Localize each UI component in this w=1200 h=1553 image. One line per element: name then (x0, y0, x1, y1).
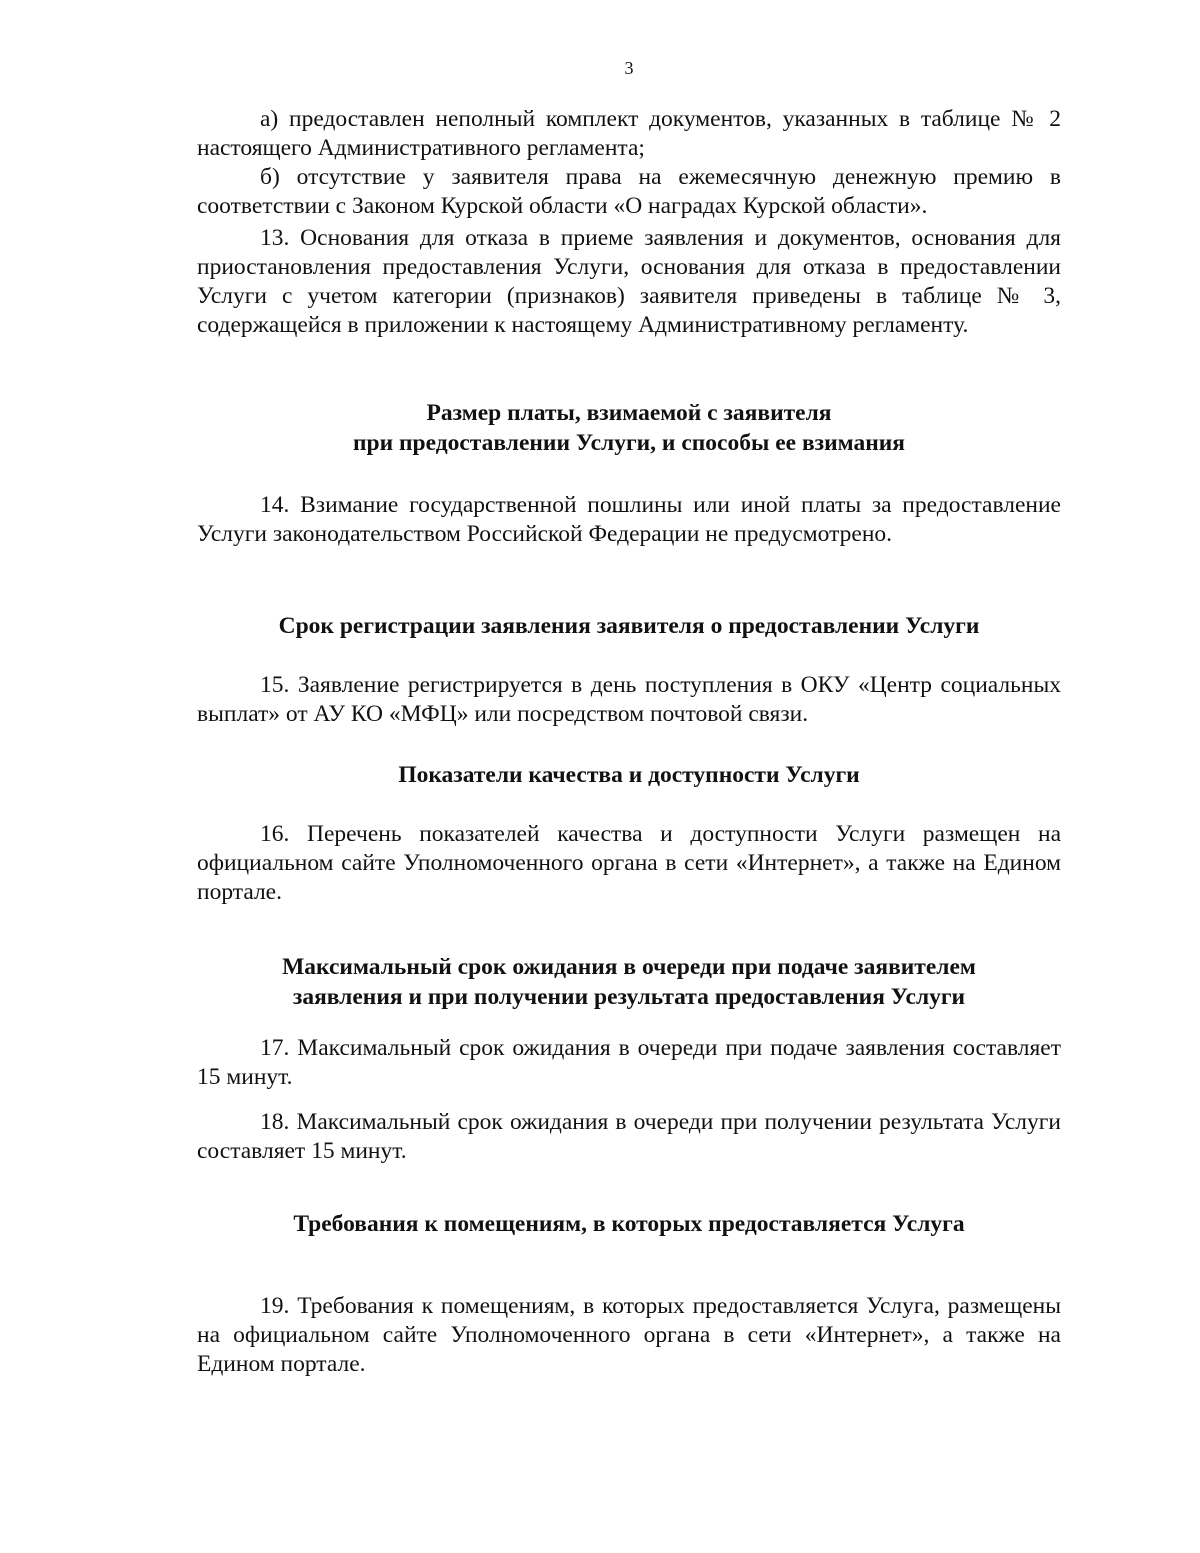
paragraph-14: 14. Взимание государственной пошлины или иной платы за предоставление Услуги законодательством Российской Федерации не предусмотрено. (197, 492, 1061, 547)
heading-fee-line-2: при предоставлении Услуги, и способы ее взимания (352, 430, 906, 456)
paragraph-18: 18. Максимальный срок ожидания в очереди при получении результата Услуги составляет 15 минут. (197, 1109, 1061, 1164)
heading-queue-line-2: заявления и при получении результата предоставления Услуги (292, 984, 966, 1010)
paragraph-13: 13. Основания для отказа в приеме заявления и документов, основания для приостановления предоставления Услуги, основания для отказа в предоставлении Услуги с учетом категории (признаков) заявителя приведены в таблице № 3, содержащейся в приложении к настоящему Административному регламенту. (197, 225, 1061, 338)
paragraph-19: 19. Требования к помещениям, в которых предоставляется Услуга, размещены на официальном сайте Уполномоченного органа в сети «Интернет», а также на Едином портале. (197, 1293, 1061, 1377)
heading-queue-line-1: Максимальный срок ожидания в очереди при подаче заявителем (282, 954, 976, 980)
heading-fee (197, 398, 1061, 458)
page-number: 3 (624, 58, 634, 78)
paragraph-b: б) отсутствие у заявителя права на ежемесячную денежную премию в соответствии с Законом Курской области «О наградах Курской области». (197, 164, 1061, 219)
paragraph-a: а) предоставлен неполный комплект документов, указанных в таблице № 2 настоящего Административного регламента; (197, 106, 1061, 161)
heading-premises: Требования к помещениям, в которых предоставляется Услуга (293, 1211, 965, 1237)
heading-quality: Показатели качества и доступности Услуги (398, 762, 860, 788)
heading-queue (197, 952, 1061, 1012)
paragraph-17: 17. Максимальный срок ожидания в очереди при подаче заявления составляет 15 минут. (197, 1035, 1061, 1090)
paragraph-15: 15. Заявление регистрируется в день поступления в ОКУ «Центр социальных выплат» от АУ КО «МФЦ» или посредством почтовой связи. (197, 672, 1061, 727)
heading-fee-line-1: Размер платы, взимаемой с заявителя (426, 400, 832, 426)
heading-registration: Срок регистрации заявления заявителя о предоставлении Услуги (278, 613, 980, 639)
paragraph-16: 16. Перечень показателей качества и доступности Услуги размещен на официальном сайте Уполномоченного органа в сети «Интернет», а также на Едином портале. (197, 821, 1061, 905)
